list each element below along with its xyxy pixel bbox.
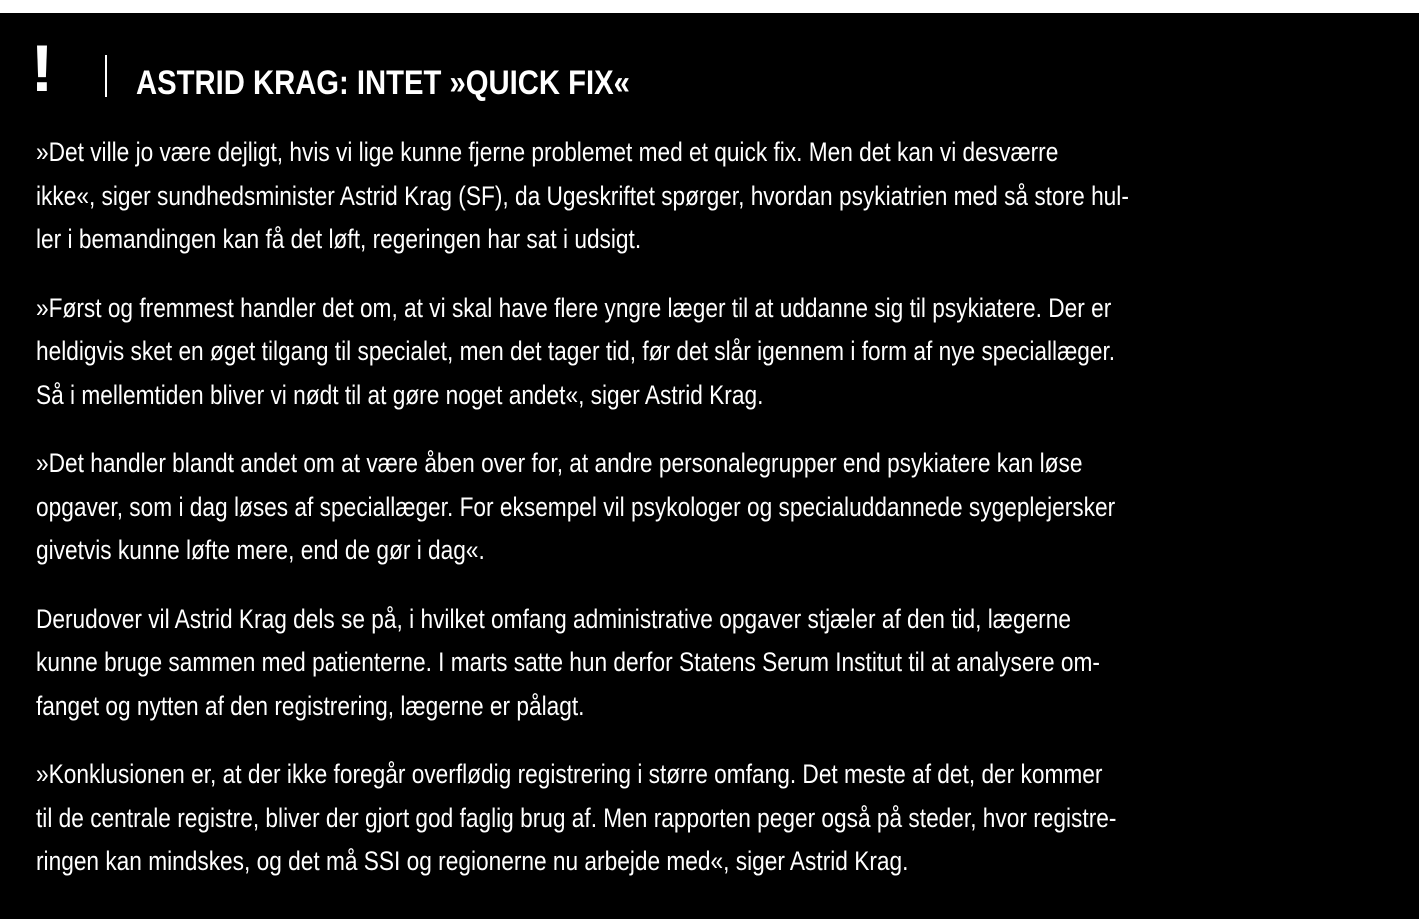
text-line: »Det ville jo være dejligt, hvis vi lige kunne fjerne problemet med et quick fix. Men det kan vi desværre bbox=[36, 137, 1059, 167]
text-line: »Det handler blandt andet om at være åben over for, at andre personalegrupper end psykiatere kan løse bbox=[36, 448, 1083, 478]
paragraph-1 bbox=[36, 131, 1396, 262]
paragraph-2 bbox=[36, 287, 1396, 418]
factbox-body bbox=[36, 131, 1396, 909]
text-line: »Først og fremmest handler det om, at vi skal have flere yngre læger til at uddanne sig til psykiatere. Der er bbox=[36, 292, 1112, 323]
text-line: ringen kan mindskes, og det må SSI og regionerne nu arbejde med«, siger Astrid Krag. bbox=[36, 846, 909, 876]
paragraph-3 bbox=[36, 442, 1396, 573]
text-line: »Konklusionen er, at der ikke foregår overflødig registrering i større omfang. Det meste af det, der kommer bbox=[36, 759, 1103, 789]
paragraph-5 bbox=[36, 753, 1396, 884]
text-line: ler i bemandingen kan få det løft, regeringen har sat i udsigt. bbox=[36, 224, 642, 254]
text-line: fanget og nytten af den registrering, lægerne er pålagt. bbox=[36, 690, 585, 721]
exclamation-icon: ! bbox=[30, 31, 54, 105]
factbox bbox=[0, 13, 1419, 919]
text-line: givetvis kunne løfte mere, end de gør i dag«. bbox=[36, 535, 485, 565]
text-line: kunne bruge sammen med patienterne. I marts satte hun derfor Statens Serum Institut til at analysere om- bbox=[36, 647, 1100, 677]
text-line: Derudover vil Astrid Krag dels se på, i hvilket omfang administrative opgaver stjæler af den tid, lægerne bbox=[36, 603, 1071, 634]
text-line: Så i mellemtiden bliver vi nødt til at gøre noget andet«, siger Astrid Krag. bbox=[36, 379, 764, 410]
text-line: til de centrale registre, bliver der gjort god faglig brug af. Men rapporten peger også på steder, hvor registre- bbox=[36, 802, 1117, 833]
text-line: opgaver, som i dag løses af speciallæger. For eksempel vil psykologer og specialuddannede sygeplejersker bbox=[36, 491, 1116, 522]
paragraph-4 bbox=[36, 598, 1396, 729]
text-line: ikke«, siger sundhedsminister Astrid Krag (SF), da Ugeskriftet spørger, hvordan psykiatrien med så store hul- bbox=[36, 180, 1129, 211]
header-divider bbox=[105, 55, 107, 97]
text-line: heldigvis sket en øget tilgang til specialet, men det tager tid, før det slår igennem i form af nye speciallæger. bbox=[36, 336, 1116, 366]
factbox-heading: ASTRID KRAG: INTET »QUICK FIX« bbox=[136, 64, 630, 102]
